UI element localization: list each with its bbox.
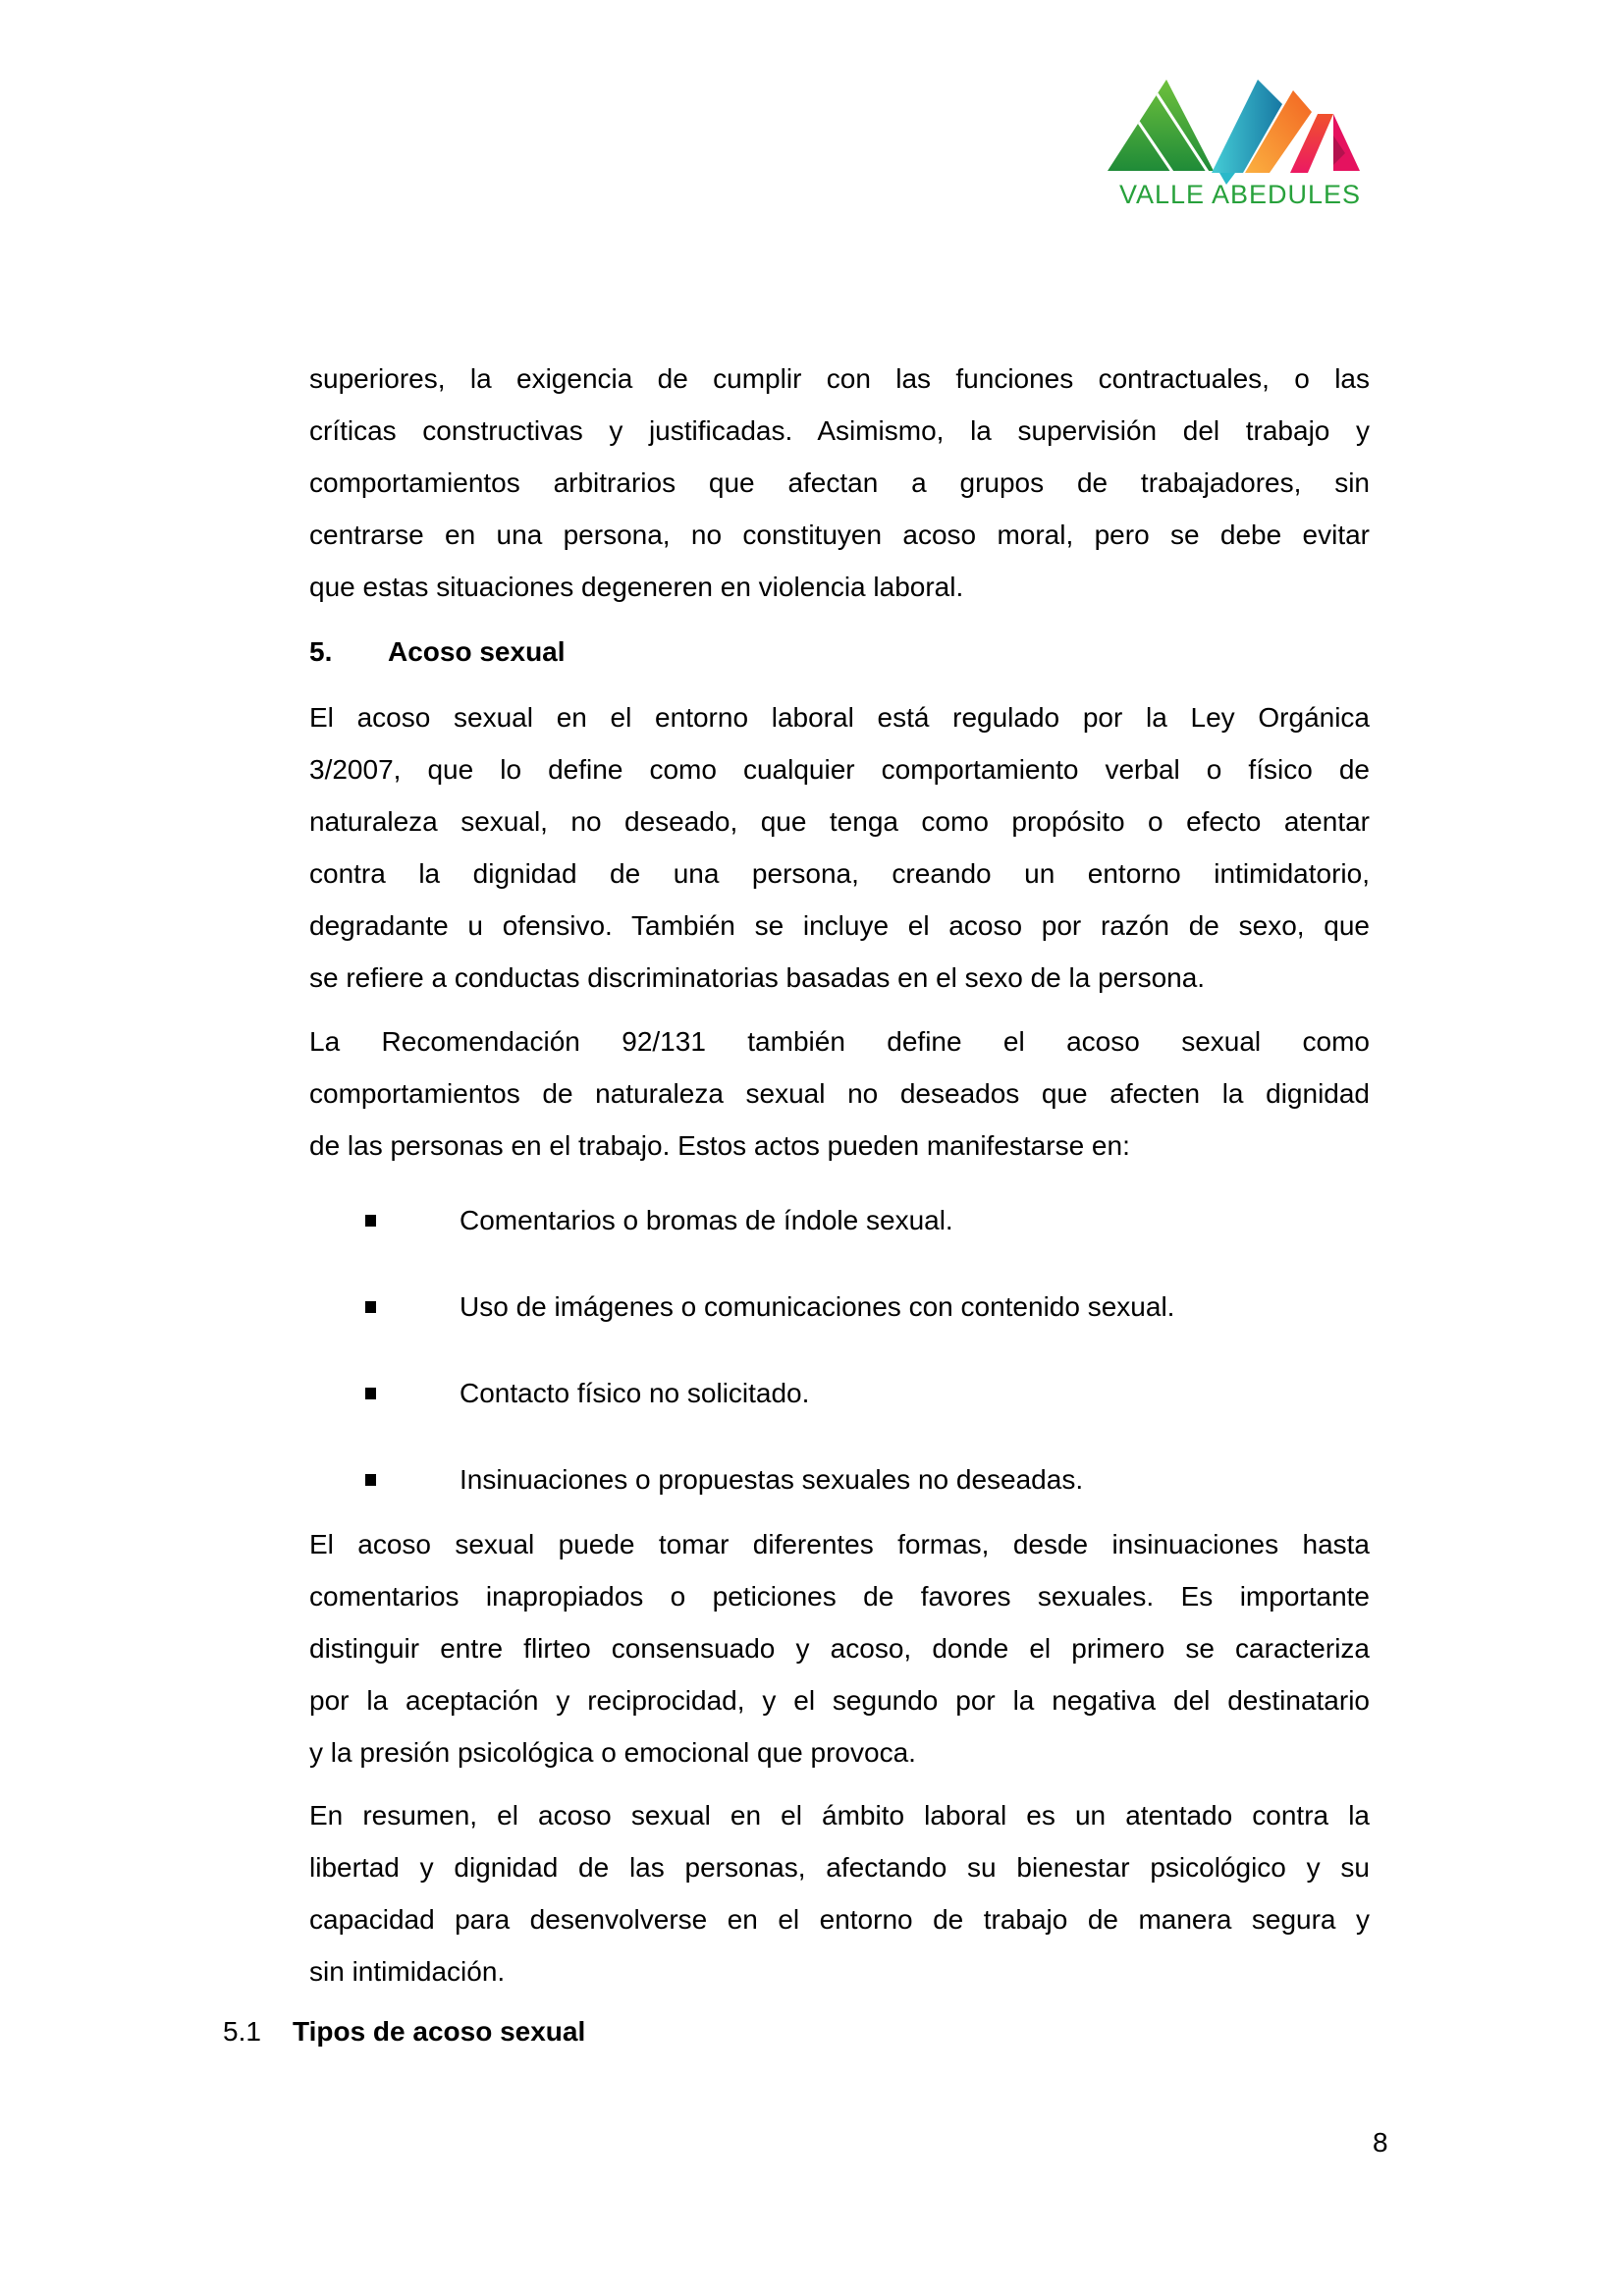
body-line: El acoso sexual en el entorno laboral está regulado por la Ley Orgánica xyxy=(309,702,1370,733)
body-line: por la aceptación y reciprocidad, y el segundo por la negativa del destinatario xyxy=(309,1685,1370,1716)
body-line: libertad y dignidad de las personas, afectando su bienestar psicológico y su xyxy=(309,1852,1370,1883)
body-line: En resumen, el acoso sexual en el ámbito laboral es un atentado contra la xyxy=(309,1800,1370,1831)
heading-title: Tipos de acoso sexual xyxy=(293,2016,586,2047)
bullet-square-icon xyxy=(365,1215,376,1227)
body-line: El acoso sexual puede tomar diferentes formas, desde insinuaciones hasta xyxy=(309,1529,1370,1559)
heading-title: Acoso sexual xyxy=(388,636,566,667)
paragraph-3 xyxy=(309,1015,1370,1172)
bullet-item xyxy=(309,1453,1370,1505)
body-line: degradante u ofensivo. También se incluye el acoso por razón de sexo, que xyxy=(309,910,1370,941)
logo-wordmark: VALLE ABEDULES xyxy=(1118,180,1362,209)
paragraph-5 xyxy=(309,1789,1370,1997)
body-line: se refiere a conductas discriminatorias basadas en el sexo de la persona. xyxy=(309,962,1206,993)
body-line: críticas constructivas y justificadas. Asimismo, la supervisión del trabajo y xyxy=(309,415,1370,446)
body-line: 3/2007, que lo define como cualquier comportamiento verbal o físico de xyxy=(309,754,1370,785)
bullet-square-icon xyxy=(365,1474,376,1486)
body-line: y la presión psicológica o emocional que provoca. xyxy=(309,1737,916,1768)
bullet-text: Insinuaciones o propuestas sexuales no deseadas. xyxy=(460,1464,1084,1495)
body-line: comportamientos de naturaleza sexual no deseados que afecten la dignidad xyxy=(309,1078,1370,1109)
document-body xyxy=(223,353,1370,2057)
paragraph-2 xyxy=(309,691,1370,1004)
bullet-text: Contacto físico no solicitado. xyxy=(460,1378,810,1408)
body-line: comentarios inapropiados o peticiones de favores sexuales. Es importante xyxy=(309,1581,1370,1612)
body-line: distinguir entre flirteo consensuado y acoso, donde el primero se caracteriza xyxy=(309,1633,1370,1664)
body-line: comportamientos arbitrarios que afectan a grupos de trabajadores, sin xyxy=(309,467,1370,498)
paragraph-1 xyxy=(309,353,1370,613)
section-heading-5-1 xyxy=(223,2005,1370,2057)
body-line: capacidad para desenvolverse en el entorno de trabajo de manera segura y xyxy=(309,1904,1370,1935)
bullet-item xyxy=(309,1367,1370,1419)
bullet-item xyxy=(309,1281,1370,1333)
bullet-item xyxy=(309,1194,1370,1246)
body-line: centrarse en una persona, no constituyen acoso moral, pero se debe evitar xyxy=(309,519,1370,550)
valle-abedules-logo xyxy=(1098,75,1382,212)
body-line: contra la dignidad de una persona, creando un entorno intimidatorio, xyxy=(309,858,1370,889)
heading-number: 5.1 xyxy=(223,2016,261,2047)
body-line: sin intimidación. xyxy=(309,1956,506,1987)
body-line: La Recomendación 92/131 también define el acoso sexual como xyxy=(309,1026,1370,1057)
bullet-square-icon xyxy=(365,1301,376,1313)
page-number: 8 xyxy=(1373,2127,1388,2158)
logo-image xyxy=(1098,75,1382,212)
section-heading-5 xyxy=(309,626,1370,678)
body-line: que estas situaciones degeneren en violencia laboral. xyxy=(309,572,964,602)
bullet-text: Uso de imágenes o comunicaciones con contenido sexual. xyxy=(460,1291,1175,1322)
paragraph-4 xyxy=(309,1518,1370,1778)
bullet-text: Comentarios o bromas de índole sexual. xyxy=(460,1205,953,1235)
heading-number: 5. xyxy=(309,636,333,667)
logo-mark xyxy=(1108,80,1360,185)
body-line: naturaleza sexual, no deseado, que tenga como propósito o efecto atentar xyxy=(309,806,1370,837)
bullet-list xyxy=(309,1194,1370,1505)
body-line: superiores, la exigencia de cumplir con las funciones contractuales, o las xyxy=(309,363,1370,394)
bullet-square-icon xyxy=(365,1388,376,1399)
body-line: de las personas en el trabajo. Estos actos pueden manifestarse en: xyxy=(309,1130,1130,1161)
